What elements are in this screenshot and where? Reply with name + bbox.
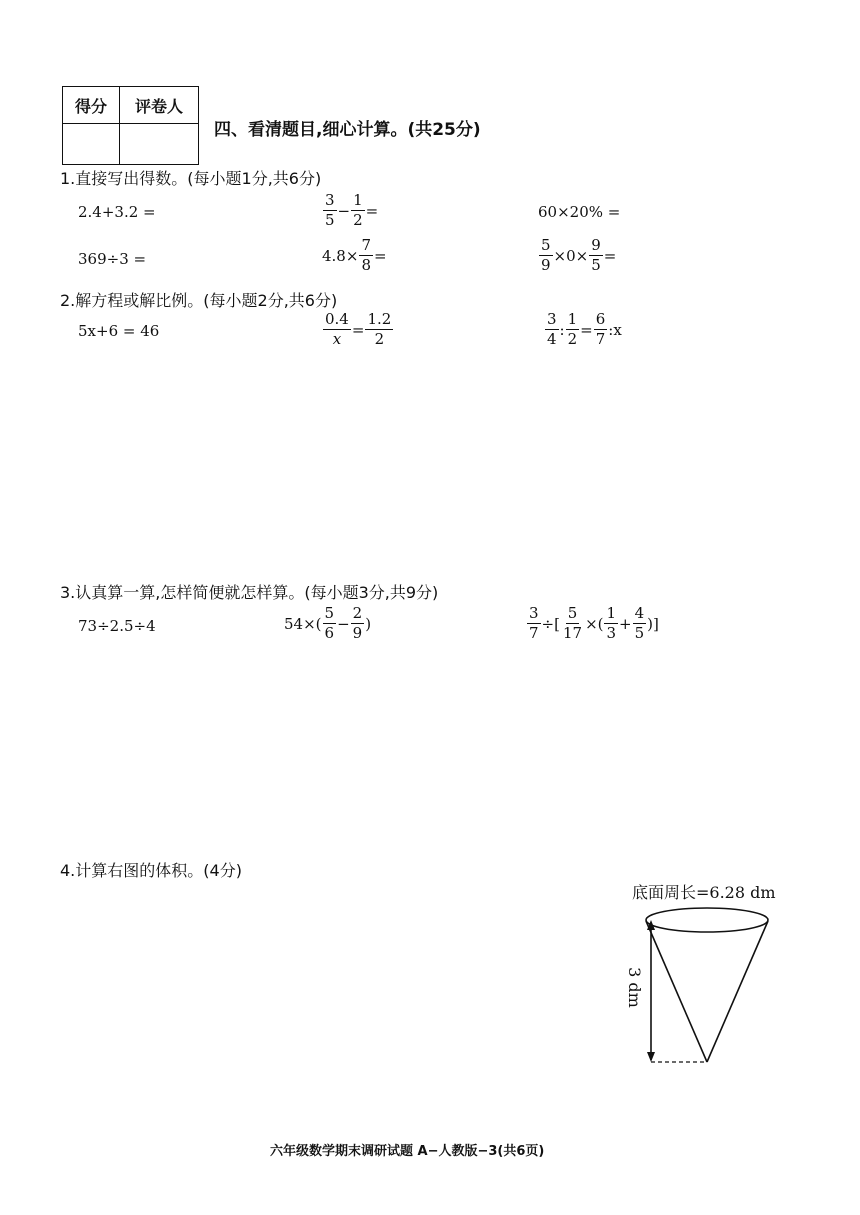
score-cell[interactable] [63, 124, 120, 165]
fraction: $\frac{6}{7}$ [595, 310, 606, 348]
score-table [62, 86, 199, 165]
score-header: 得分 [63, 87, 120, 124]
q2-expr-3: $\frac{3}{4}$ : $\frac{1}{2}$ = $\frac{6}{7}$ :x [547, 310, 622, 348]
q3-title: 3.认真算一算,怎样简便就怎样算。(每小题3分,共9分) [60, 583, 439, 602]
fraction: $\frac{7}{8}$ [361, 236, 371, 274]
q1-title: 1.直接写出得数。(每小题1分,共6分) [60, 169, 322, 188]
q1-expr-1: 2.4+3.2 = [78, 203, 156, 221]
fraction: $\frac{1}{2}$ [567, 310, 578, 348]
q1-expr-3: 60×20% = [538, 203, 621, 221]
fraction: $\frac{5}{6}$ [324, 604, 335, 642]
q3-expr-1: 73÷2.5÷4 [78, 617, 156, 635]
q1-expr-4: 369÷3 = [78, 250, 147, 268]
section-title: 四、看清题目,细心计算。(共25分) [214, 120, 481, 140]
q2-title: 2.解方程或解比例。(每小题2分,共6分) [60, 291, 338, 310]
cone-left-side [646, 921, 707, 1062]
base-circumference-label: 底面周长=6.28 dm [632, 883, 776, 902]
q4-title: 4.计算右图的体积。(4分) [60, 861, 242, 880]
fraction: $\frac{2}{9}$ [352, 604, 363, 642]
fraction: $\frac{5}{9}$ [541, 236, 551, 274]
cone-base-ellipse [646, 908, 768, 932]
q2-expr-1: 5x+6 = 46 [78, 322, 160, 340]
q1-expr-5: 4.8× $\frac{7}{8}$ = [322, 236, 387, 274]
fraction: $\frac{3}{7}$ [529, 604, 539, 642]
grader-cell[interactable] [120, 124, 199, 165]
q1-expr-2: $\frac{3}{5}$ − $\frac{1}{2}$ = [325, 191, 379, 229]
fraction: $\frac{0.4}{x}$ [325, 310, 349, 348]
q3-expr-3: $\frac{3}{7}$ ÷[ $\frac{5}{17}$ ×( $\frac{1}{3}$ + $\frac{4}{5}$ )] [529, 604, 659, 642]
fraction: $\frac{4}{5}$ [634, 604, 645, 642]
fraction: $\frac{1}{2}$ [353, 191, 363, 229]
fraction: $\frac{3}{5}$ [325, 191, 335, 229]
arrow-down-icon [647, 1052, 655, 1062]
cone-figure [620, 900, 800, 1075]
q2-expr-2: $\frac{0.4}{x}$ = $\frac{1.2}{2}$ [325, 310, 392, 348]
fraction: $\frac{5}{17}$ [562, 604, 583, 642]
fraction: $\frac{3}{4}$ [547, 310, 557, 348]
grader-header: 评卷人 [120, 87, 199, 124]
page-footer: 六年级数学期末调研试题 A−人教版−3(共6页) [270, 1144, 545, 1159]
fraction: $\frac{1.2}{2}$ [367, 310, 392, 348]
q1-expr-6: $\frac{5}{9}$ ×0× $\frac{9}{5}$ = [541, 236, 617, 274]
fraction: $\frac{1}{3}$ [606, 604, 617, 642]
height-label: 3 dm [624, 967, 644, 1008]
cone-right-side [707, 921, 768, 1062]
fraction: $\frac{9}{5}$ [591, 236, 601, 274]
q3-expr-2: 54×( $\frac{5}{6}$ − $\frac{2}{9}$ ) [284, 604, 372, 642]
